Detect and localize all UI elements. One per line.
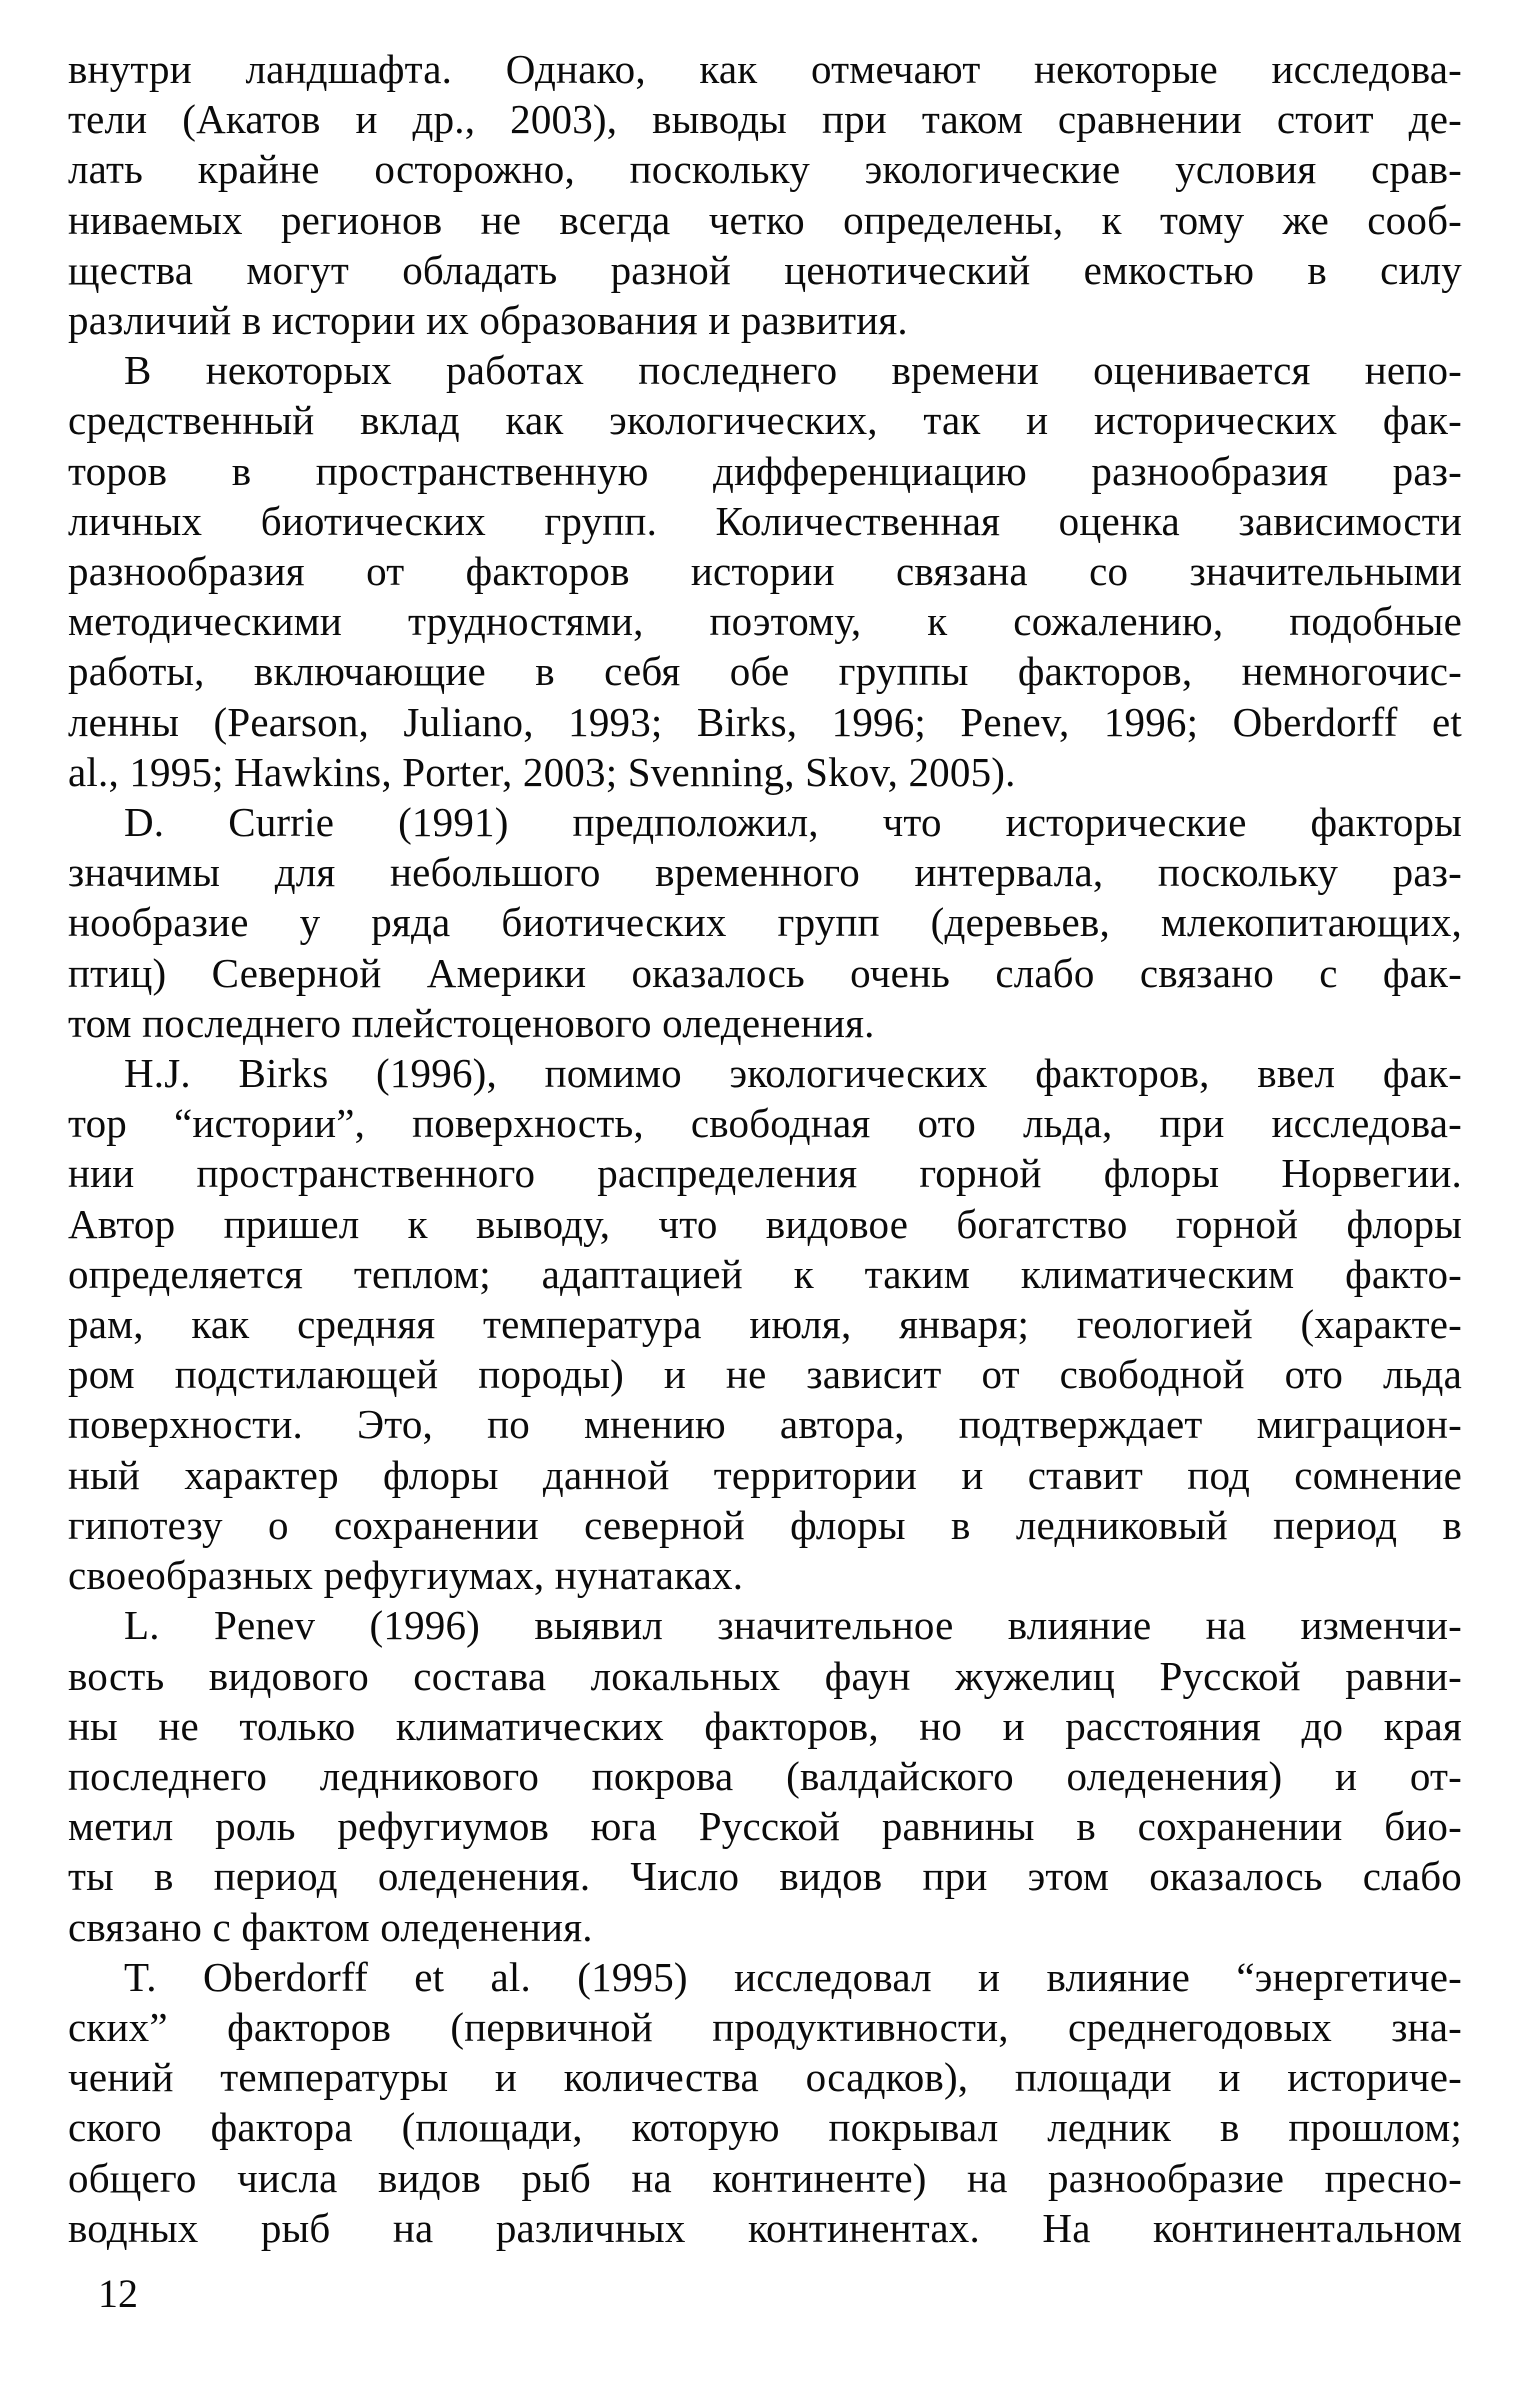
text-line: тели (Акатов и др., 2003), выводы при таком сравнении стоит де- — [68, 96, 1462, 143]
text-line: D. Currie (1991) предположил, что исторические факторы — [124, 799, 1462, 846]
text-line: методическими трудностями, поэтому, к сожалению, подобные — [68, 598, 1462, 645]
text-line: нообразие у ряда биотических групп (деревьев, млекопитающих, — [68, 899, 1462, 946]
page-text — [68, 44, 1462, 2253]
text-line: ниваемых регионов не всегда четко определены, к тому же сооб- — [68, 196, 1462, 243]
text-line: В некоторых работах последнего времени оценивается непо- — [124, 347, 1462, 394]
text-line: чений температуры и количества осадков), площади и историче- — [68, 2054, 1462, 2101]
text-line: средственный вклад как экологических, так и исторических фак- — [68, 397, 1462, 444]
text-line: лать крайне осторожно, поскольку экологические условия срав- — [68, 146, 1462, 193]
text-line: внутри ландшафта. Однако, как отмечают некоторые исследова- — [68, 46, 1462, 92]
text-line: рам, как средняя температура июля, января; геологией (характе- — [68, 1301, 1462, 1348]
text-line: ром подстилающей породы) и не зависит от свободной ото льда — [68, 1351, 1462, 1398]
text-line: личных биотических групп. Количественная оценка зависимости — [68, 497, 1462, 544]
text-line: ских” факторов (первичной продуктивности, среднегодовых зна- — [68, 2003, 1462, 2050]
text-line: связано с фактом оледенения. — [68, 1903, 593, 1950]
text-line: различий в истории их образования и развития. — [68, 297, 908, 344]
text-line: тор “истории”, поверхность, свободная ото льда, при исследова- — [68, 1100, 1462, 1147]
text-line: щества могут обладать разной ценотический емкостью в силу — [68, 246, 1462, 293]
text-line: ны не только климатических факторов, но и расстояния до края — [68, 1702, 1462, 1749]
text-line: L. Penev (1996) выявил значительное влияние на изменчи- — [124, 1602, 1462, 1649]
text-line: H.J. Birks (1996), помимо экологических факторов, ввел фак- — [124, 1050, 1462, 1097]
text-line: определяется теплом; адаптацией к таким климатическим факто- — [68, 1250, 1462, 1297]
text-line: нии пространственного распределения горной флоры Норвегии. — [68, 1150, 1462, 1197]
text-line: том последнего плейстоценового оледенения. — [68, 999, 875, 1046]
text-line: T. Oberdorff et al. (1995) исследовал и влияние “энергетиче- — [124, 1953, 1462, 2000]
text-line: работы, включающие в себя обе группы факторов, немногочис- — [68, 648, 1462, 695]
text-line: своеобразных рефугиумах, нунатаках. — [68, 1552, 744, 1599]
text-line: птиц) Северной Америки оказалось очень слабо связано с фак- — [68, 949, 1462, 996]
page-number: 12 — [98, 2271, 138, 2316]
text-line: общего числа видов рыб на континенте) на разнообразие пресно- — [68, 2154, 1462, 2201]
text-line: ленны (Pearson, Juliano, 1993; Birks, 1996; Penev, 1996; Oberdorff et — [68, 698, 1462, 745]
text-line: значимы для небольшого временного интервала, поскольку раз- — [68, 849, 1462, 896]
text-line: торов в пространственную дифференциацию разнообразия раз- — [68, 447, 1462, 494]
text-line: al., 1995; Hawkins, Porter, 2003; Svenning, Skov, 2005). — [68, 748, 1016, 795]
text-line: разнообразия от факторов истории связана со значительными — [68, 548, 1462, 595]
text-line: Автор пришел к выводу, что видовое богатство горной флоры — [68, 1200, 1462, 1247]
text-line: ты в период оледенения. Число видов при этом оказалось слабо — [68, 1853, 1462, 1900]
text-line: водных рыб на различных континентах. На континентальном — [68, 2204, 1462, 2251]
text-line: ный характер флоры данной территории и ставит под сомнение — [68, 1451, 1462, 1498]
text-line: метил роль рефугиумов юга Русской равнины в сохранении био- — [68, 1803, 1462, 1850]
text-line: поверхности. Это, по мнению автора, подтверждает миграцион- — [68, 1401, 1462, 1448]
text-line: вость видового состава локальных фаун жужелиц Русской равни- — [68, 1652, 1462, 1699]
text-line: гипотезу о сохранении северной флоры в ледниковый период в — [68, 1501, 1462, 1548]
text-line: последнего ледникового покрова (валдайского оледенения) и от- — [68, 1752, 1462, 1799]
text-line: ского фактора (площади, которую покрывал ледник в прошлом; — [68, 2104, 1462, 2151]
